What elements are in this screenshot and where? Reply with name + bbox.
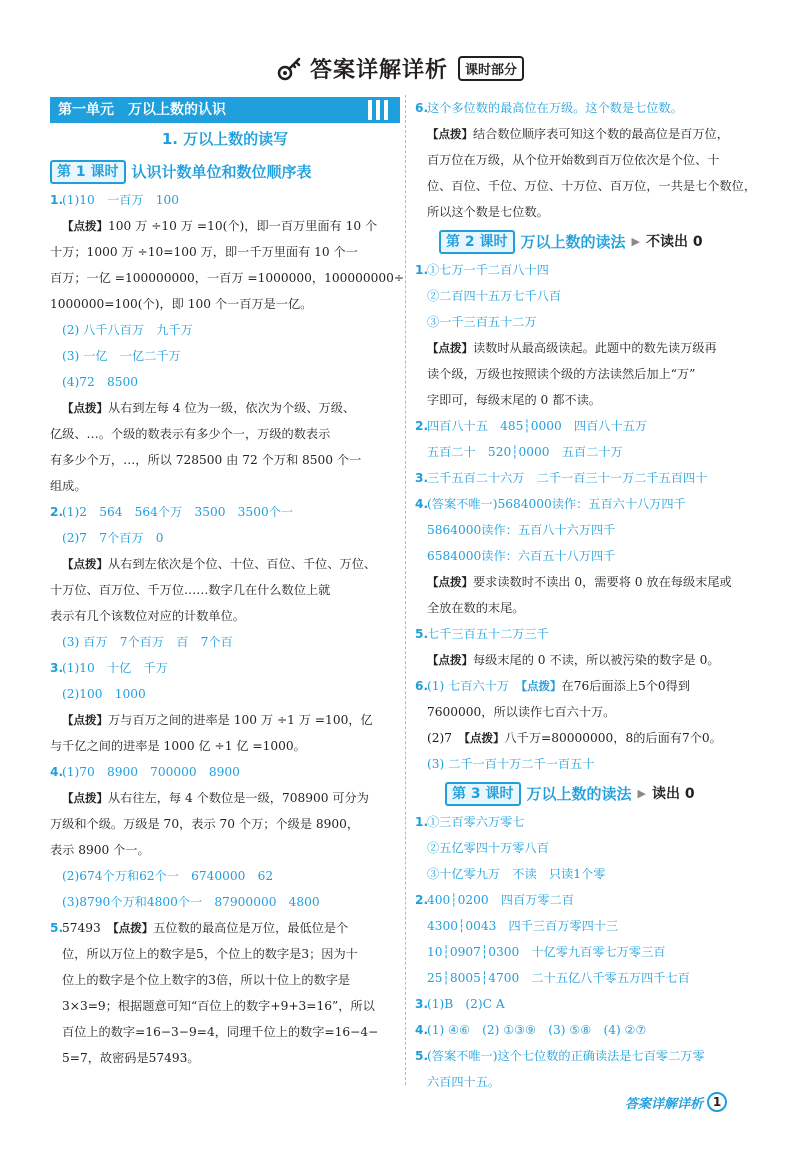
answer-text: 【点拨】结合数位顺序表可知这个数的最高位是百万位， [427, 127, 729, 141]
answer-text: 5864000读作：五百八十六万四千 [427, 523, 616, 537]
answer-line [415, 465, 755, 491]
answer-line [415, 335, 755, 361]
answer-text: 有多少个万，…，所以 728500 由 72 个万和 8500 个一 [50, 453, 362, 467]
answer-line [415, 309, 755, 335]
answer-line [415, 965, 755, 991]
tip-label: 【点拨】 [427, 653, 473, 667]
answer-line [415, 991, 755, 1017]
answer-line [50, 525, 400, 551]
answer-text: ①三百零六万零七 [427, 815, 525, 829]
triangle-icon: ▶ [631, 235, 640, 248]
answer-line [50, 369, 400, 395]
answer-text: 百万位在万级，从个位开始数到百万位依次是个位、十 [427, 153, 720, 167]
answer-text: 位上的数字是个位上数字的3倍，所以十位上的数字是 [62, 973, 351, 987]
question-number: 1. [50, 193, 64, 207]
answer-line [50, 213, 400, 239]
answer-line [50, 733, 400, 759]
question-number: 4. [415, 497, 429, 511]
answer-line [50, 889, 400, 915]
answer-text: 6584000读作：六百五十八万四千 [427, 549, 616, 563]
answer-line [415, 621, 755, 647]
lesson-name: 万以上数的读法 [520, 233, 626, 251]
tip-label: 【点拨】 [62, 713, 108, 727]
triangle-icon: ▶ [637, 787, 646, 800]
answer-list [415, 809, 755, 1095]
answer-line [50, 785, 400, 811]
answer-text: (1) 七百六十万 【点拨】在76后面添上5个0得到 [427, 679, 691, 693]
column-divider [405, 95, 406, 1085]
answer-text: ③十亿零九万 不读 只读1个零 [427, 867, 606, 881]
answer-text: 十万位、百万位、千万位……数字几在什么数位上就 [50, 583, 331, 597]
answer-text: 所以这个数是七位数。 [427, 205, 549, 219]
answer-line [415, 861, 755, 887]
answer-line [50, 473, 400, 499]
question-number: 6. [415, 101, 429, 115]
answer-text: (3) 二千一百十万二千一百五十 [427, 757, 595, 771]
answer-line [50, 187, 400, 213]
answer-line [50, 681, 400, 707]
answer-list [415, 95, 755, 225]
answer-text: 三千五百二十六万 二千一百三十一万二千五百四十 [427, 471, 708, 485]
left-column [50, 95, 405, 1071]
lesson-note: 读出 0 [651, 786, 695, 802]
answer-text: 表示有几个该数位对应的计数单位。 [50, 609, 245, 623]
answer-line [415, 387, 755, 413]
answer-line [415, 413, 755, 439]
answer-line [50, 759, 400, 785]
question-number: 3. [415, 997, 429, 1011]
question-number: 2. [415, 419, 429, 433]
answer-text: (1)70 8900 700000 8900 [62, 765, 240, 779]
answer-text: 亿级、…。个级的数表示有多少个一，万级的数表示 [50, 427, 331, 441]
answer-list [50, 187, 405, 1071]
answer-line [50, 447, 400, 473]
answer-line [50, 863, 400, 889]
answer-text: 【点拨】从右到左每 4 位为一级，依次为个级、万级、 [62, 401, 356, 415]
answer-text: 位，所以万位上的数字是5，个位上的数字是3；因为十 [62, 947, 358, 961]
question-number: 5. [50, 921, 64, 935]
question-number: 6. [415, 679, 429, 693]
answer-text: (1) ④⑥ (2) ①③⑨ (3) ⑤⑧ (4) ②⑦ [427, 1023, 647, 1037]
answer-line [50, 317, 400, 343]
answer-text: (3)8790个万和4800个一 87900000 4800 [62, 895, 320, 909]
answer-text: (2)100 1000 [62, 687, 146, 701]
answer-line [415, 491, 755, 517]
lesson-name: 万以上数的读法 [526, 785, 632, 803]
answer-text: 位、百位、千位、万位、十万位、百万位，一共是七个数位， [427, 179, 757, 193]
lesson-name: 认识计数单位和数位顺序表 [131, 163, 312, 181]
answer-line [50, 343, 400, 369]
answer-line [415, 147, 755, 173]
question-number: 5. [415, 1049, 429, 1063]
lesson-3-header [415, 781, 755, 807]
answer-text: 57493 【点拨】五位数的最高位是万位，最低位是个 [62, 921, 349, 935]
answer-text: (2) 八千八百万 九千万 [62, 323, 193, 337]
question-number: 2. [415, 893, 429, 907]
right-column [415, 95, 755, 1095]
answer-text: 六百四十五。 [427, 1075, 501, 1089]
answer-line [415, 809, 755, 835]
lesson-note: 不读出 0 [645, 234, 703, 250]
answer-text: 全放在数的末尾。 [427, 601, 525, 615]
answer-text: 七千三百五十二万三千 [427, 627, 549, 641]
answer-list [415, 257, 755, 777]
answer-text: 读个级，万级也按照读个级的方法读然后加上“万” [427, 367, 696, 381]
answer-text: 十万；1000 万 ÷10=100 万，即一千万里面有 10 个一 [50, 245, 358, 259]
answer-line [50, 837, 400, 863]
answer-text: (3) 百万 7个百万 百 7个百 [62, 635, 233, 649]
section-title: 1. 万以上数的读写 [161, 130, 289, 148]
page-title: 答案详解详析 [309, 57, 448, 83]
footer-text: 答案详解详析 [625, 1096, 704, 1112]
answer-text: 【点拨】100 万 ÷10 万 =10(个)，即一百万里面有 10 个 [62, 219, 378, 233]
answer-text: 5=7，故密码是57493。 [62, 1051, 200, 1065]
answer-line [50, 993, 400, 1019]
answer-text: 【点拨】要求读数时不读出 0，需要将 0 放在每级末尾或 [427, 575, 732, 589]
answer-text: 7600000，所以读作七百六十万。 [427, 705, 616, 719]
lesson-badge: 第 3 课时 [445, 782, 521, 806]
answer-text: (2)7 7个百万 0 [62, 531, 164, 545]
answer-line [415, 887, 755, 913]
question-number: 1. [415, 263, 429, 277]
answer-line [50, 265, 405, 291]
answer-line [415, 1043, 755, 1069]
page-footer [625, 1092, 727, 1112]
answer-line [415, 673, 755, 699]
question-number: 4. [415, 1023, 429, 1037]
lesson-badge: 第 1 课时 [50, 160, 126, 184]
tip-label: 【点拨】 [62, 219, 108, 233]
answer-line [415, 361, 755, 387]
answer-line [415, 173, 755, 199]
answer-line [415, 913, 755, 939]
answer-line [50, 655, 400, 681]
answer-line [50, 811, 400, 837]
answer-text: 【点拨】从右到左依次是个位、十位、百位、千位、万位、 [62, 557, 377, 571]
answer-text: 400┆0200 四百万零二百 [427, 893, 574, 907]
answer-line [415, 725, 755, 751]
answer-line [415, 835, 755, 861]
answer-text: 五百二十 520┆0000 五百二十万 [427, 445, 623, 459]
unit-title-bar [50, 97, 400, 123]
tip-label: 【点拨】 [62, 557, 108, 571]
answer-line [50, 551, 400, 577]
answer-text: 字即可，每级末尾的 0 都不读。 [427, 393, 601, 407]
answer-text: (1)B (2)C A [427, 997, 505, 1011]
answer-text: 四百八十五 485┆0000 四百八十五万 [427, 419, 648, 433]
answer-text: ②二百四十五万七千八百 [427, 289, 562, 303]
tip-label: 【点拨】 [427, 127, 473, 141]
answer-line [415, 647, 755, 673]
answer-text: (2)7 【点拨】八千万=80000000，8的后面有7个0。 [427, 731, 722, 745]
lesson-2-header [415, 229, 755, 255]
answer-line [50, 421, 400, 447]
answer-text: ②五亿零四十万零八百 [427, 841, 549, 855]
answer-line [415, 517, 755, 543]
answer-text: 4300┆0043 四千三百万零四十三 [427, 919, 619, 933]
answer-text: (4)72 8500 [62, 375, 138, 389]
answer-text: 10┆0907┆0300 十亿零九百零七万零三百 [427, 945, 666, 959]
question-number: 1. [415, 815, 429, 829]
answer-line [415, 199, 755, 225]
question-number: 4. [50, 765, 64, 779]
answer-line [415, 569, 755, 595]
answer-text: 表示 8900 个一。 [50, 843, 150, 857]
answer-text: (1)10 一百万 100 [62, 193, 179, 207]
answer-text: 【点拨】万与百万之间的进率是 100 万 ÷1 万 =100，亿 [62, 713, 373, 727]
page-header [0, 50, 800, 86]
answer-text: 3×3=9；根据题意可知“百位上的数字+9+3=16”，所以 [62, 999, 375, 1013]
answer-line [415, 257, 755, 283]
tip-label: 【点拨】 [62, 401, 108, 415]
page-number: 1 [707, 1092, 727, 1112]
answer-text: 【点拨】每级末尾的 0 不读，所以被污染的数字是 0。 [427, 653, 720, 667]
answer-line [50, 707, 400, 733]
answer-line [50, 291, 400, 317]
answer-line [50, 967, 400, 993]
lesson-1-header [50, 159, 400, 185]
tip-label: 【点拨】 [521, 679, 562, 693]
stripe-decoration [368, 100, 396, 120]
answer-text: (答案不唯一)5684000读作：五百六十八万四千 [427, 497, 686, 511]
answer-line [415, 543, 755, 569]
answer-text: ①七万一千二百八十四 [427, 263, 549, 277]
answer-text: ③一千三百五十二万 [427, 315, 537, 329]
unit-title: 第一单元 万以上数的认识 [58, 102, 226, 118]
answer-line [50, 577, 400, 603]
answer-line [50, 629, 400, 655]
answer-line [50, 915, 400, 941]
answer-line [50, 1045, 400, 1071]
tip-label: 【点拨】 [62, 791, 108, 805]
answer-text: (答案不唯一)这个七位数的正确读法是七百零二万零 [427, 1049, 705, 1063]
question-number: 3. [50, 661, 64, 675]
tip-label: 【点拨】 [427, 341, 473, 355]
section-tag: 课时部分 [458, 56, 524, 81]
question-number: 3. [415, 471, 429, 485]
tip-label: 【点拨】 [464, 731, 505, 745]
answer-line [415, 699, 755, 725]
answer-line [415, 939, 755, 965]
answer-line [415, 1017, 755, 1043]
answer-text: (2)674个万和62个一 6740000 62 [62, 869, 274, 883]
answer-line [50, 239, 400, 265]
answer-text: 万级和个级。万级是 70，表示 70 个万；个级是 8900， [50, 817, 360, 831]
answer-text: 百万；一亿 =100000000，一百万 =1000000，100000000÷ [50, 271, 405, 285]
answer-line [415, 751, 755, 777]
question-number: 5. [415, 627, 429, 641]
answer-line [50, 1019, 400, 1045]
answer-text: 1000000=100(个)，即 100 个一百万是一亿。 [50, 297, 313, 311]
answer-text: (1)2 564 564个万 3500 3500个一 [62, 505, 294, 519]
lesson-badge: 第 2 课时 [439, 230, 515, 254]
answer-line [415, 283, 755, 309]
answer-line [50, 603, 400, 629]
answer-line [50, 395, 400, 421]
tip-label: 【点拨】 [427, 575, 473, 589]
answer-line [415, 595, 755, 621]
answer-text: 与千亿之间的进率是 1000 亿 ÷1 亿 =1000。 [50, 739, 306, 753]
answer-text: 25┆8005┆4700 二十五亿八千零五万四千七百 [427, 971, 690, 985]
answer-text: 这个多位数的最高位在万级。这个数是七位数。 [427, 101, 683, 115]
answer-text: (3) 一亿 一亿二千万 [62, 349, 181, 363]
tip-label: 【点拨】 [112, 921, 154, 935]
answer-line [50, 941, 400, 967]
answer-line [415, 121, 755, 147]
answer-line [415, 439, 755, 465]
answer-text: 百位上的数字=16−3−9=4，同理千位上的数字=16−4− [62, 1025, 379, 1039]
answer-text: 【点拨】从右往左，每 4 个数位是一级，708900 可分为 [62, 791, 369, 805]
question-number: 2. [50, 505, 64, 519]
key-icon [276, 54, 304, 82]
answer-text: (1)10 十亿 千万 [62, 661, 168, 675]
answer-text: 【点拨】读数时从最高级读起。此题中的数先读万级再 [427, 341, 717, 355]
answer-text: 组成。 [50, 479, 87, 493]
answer-line [50, 499, 400, 525]
answer-line [415, 95, 755, 121]
